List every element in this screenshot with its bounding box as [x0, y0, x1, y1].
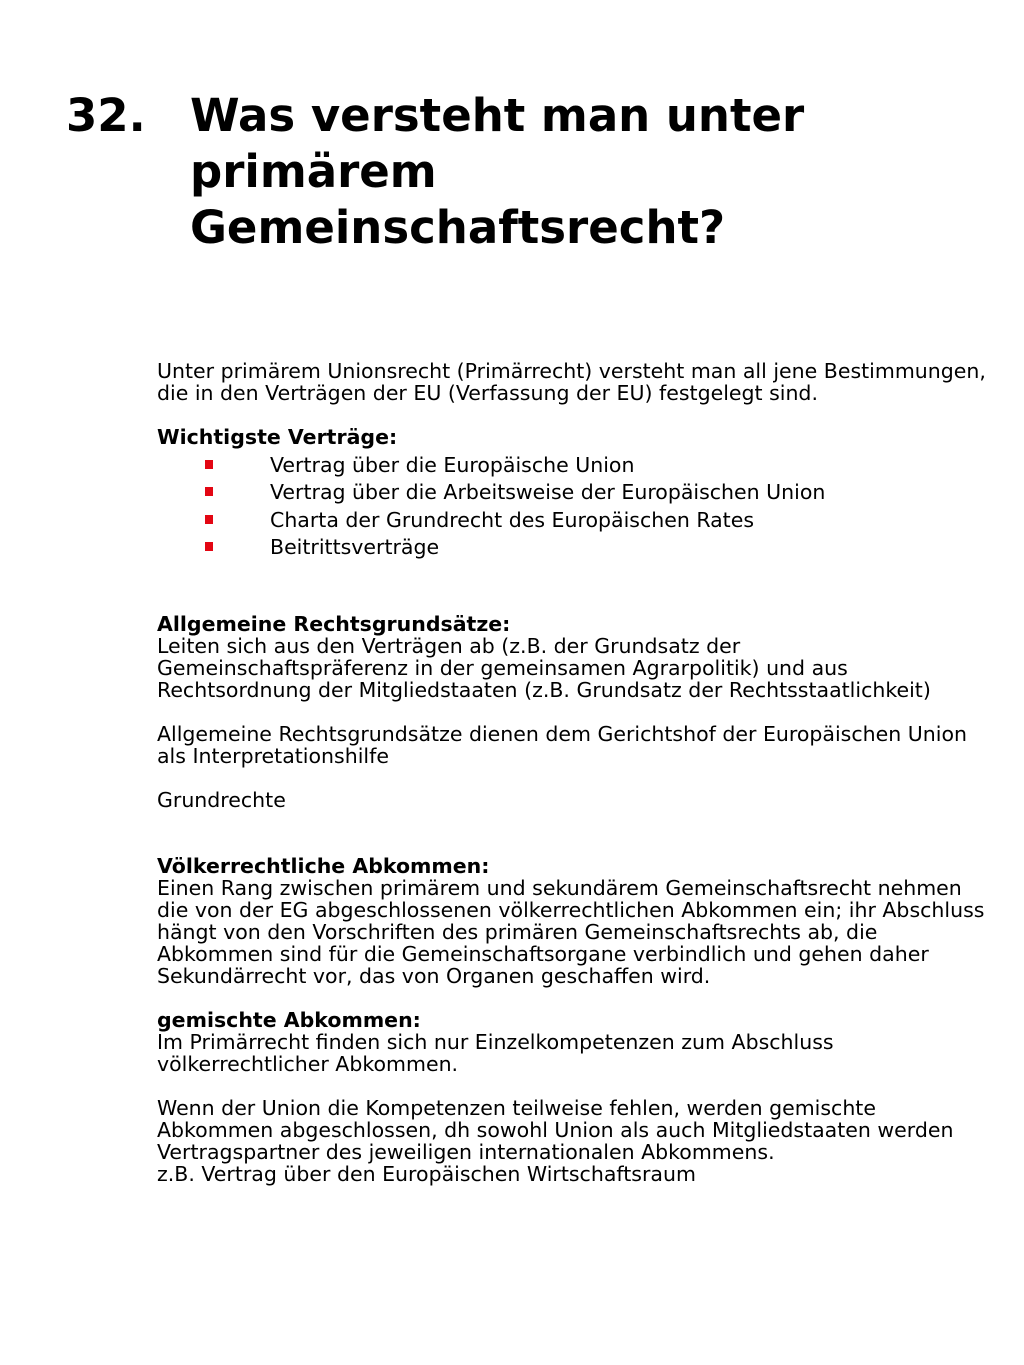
list-item [157, 534, 987, 561]
international-heading: Völkerrechtliche Abkommen: [157, 854, 490, 879]
intro-paragraph: Unter primärem Unionsrecht (Primärrecht) versteht man all jene Bestimmungen, die in den Verträgen der EU (Verfassung der EU) festgelegt sind. [157, 359, 986, 405]
title-line-3: Gemeinschaftsrecht? [190, 201, 726, 254]
treaties-list [157, 452, 987, 561]
list-item [157, 452, 987, 479]
principles-heading: Allgemeine Rechtsgrundsätze: [157, 612, 511, 637]
title-line-2: primärem [190, 145, 437, 198]
mixed-text: Im Primärrecht finden sich nur Einzelkompetenzen zum Abschluss völkerrechtlicher Abkommen. [157, 1030, 834, 1077]
list-item-label: Charta der Grundrecht des Europäischen Rates [270, 507, 755, 532]
list-item [157, 479, 987, 506]
treaties-heading: Wichtigste Verträge: [157, 425, 398, 449]
list-item-label: Vertrag über die Arbeitsweise der Europäischen Union [270, 480, 826, 505]
page-title [190, 88, 990, 256]
mixed-heading: gemischte Abkommen: [157, 1008, 421, 1033]
square-bullet-icon [205, 487, 213, 496]
square-bullet-icon [205, 460, 213, 469]
list-item-label: Beitrittsverträge [270, 534, 440, 559]
list-item [157, 507, 987, 534]
list-item-label: Vertrag über die Europäische Union [270, 453, 635, 477]
principles-note: Allgemeine Rechtsgrundsätze dienen dem Gerichtshof der Europäischen Union als Interpretationshilfe [157, 722, 967, 769]
fundamental-rights-label: Grundrechte [157, 788, 286, 813]
international-text: Einen Rang zwischen primärem und sekundärem Gemeinschaftsrecht nehmen die von der EG abgeschlossenen völkerrechtlichen Abkommen ein; ihr Abschluss hängt von den Vorschriften des primären Gemeinschaftsrechts ab, die Abkommen sind für die Gemeinschaftsorgane verbindlich und gehen daher Sekundärrecht vor, das von Organen geschaffen wird. [157, 876, 985, 989]
mixed-text-2: Wenn der Union die Kompetenzen teilweise fehlen, werden gemischte Abkommen abgeschlossen, dh sowohl Union als auch Mitgliedstaaten werden Vertragspartner des jeweiligen internationalen Abkommens. [157, 1096, 954, 1165]
square-bullet-icon [205, 542, 213, 551]
title-line-1: Was versteht man unter [190, 89, 805, 142]
mixed-example: z.B. Vertrag über den Europäischen Wirtschaftsraum [157, 1162, 696, 1187]
body-content [157, 360, 987, 1185]
question-number: 32. [66, 89, 146, 142]
principles-text: Leiten sich aus den Verträgen ab (z.B. der Grundsatz der Gemeinschaftspräferenz in der gemeinsamen Agrarpolitik) und aus Rechtsordnung der Mitgliedstaaten (z.B. Grundsatz der Rechtsstaatlichkeit) [157, 634, 931, 703]
square-bullet-icon [205, 515, 213, 524]
